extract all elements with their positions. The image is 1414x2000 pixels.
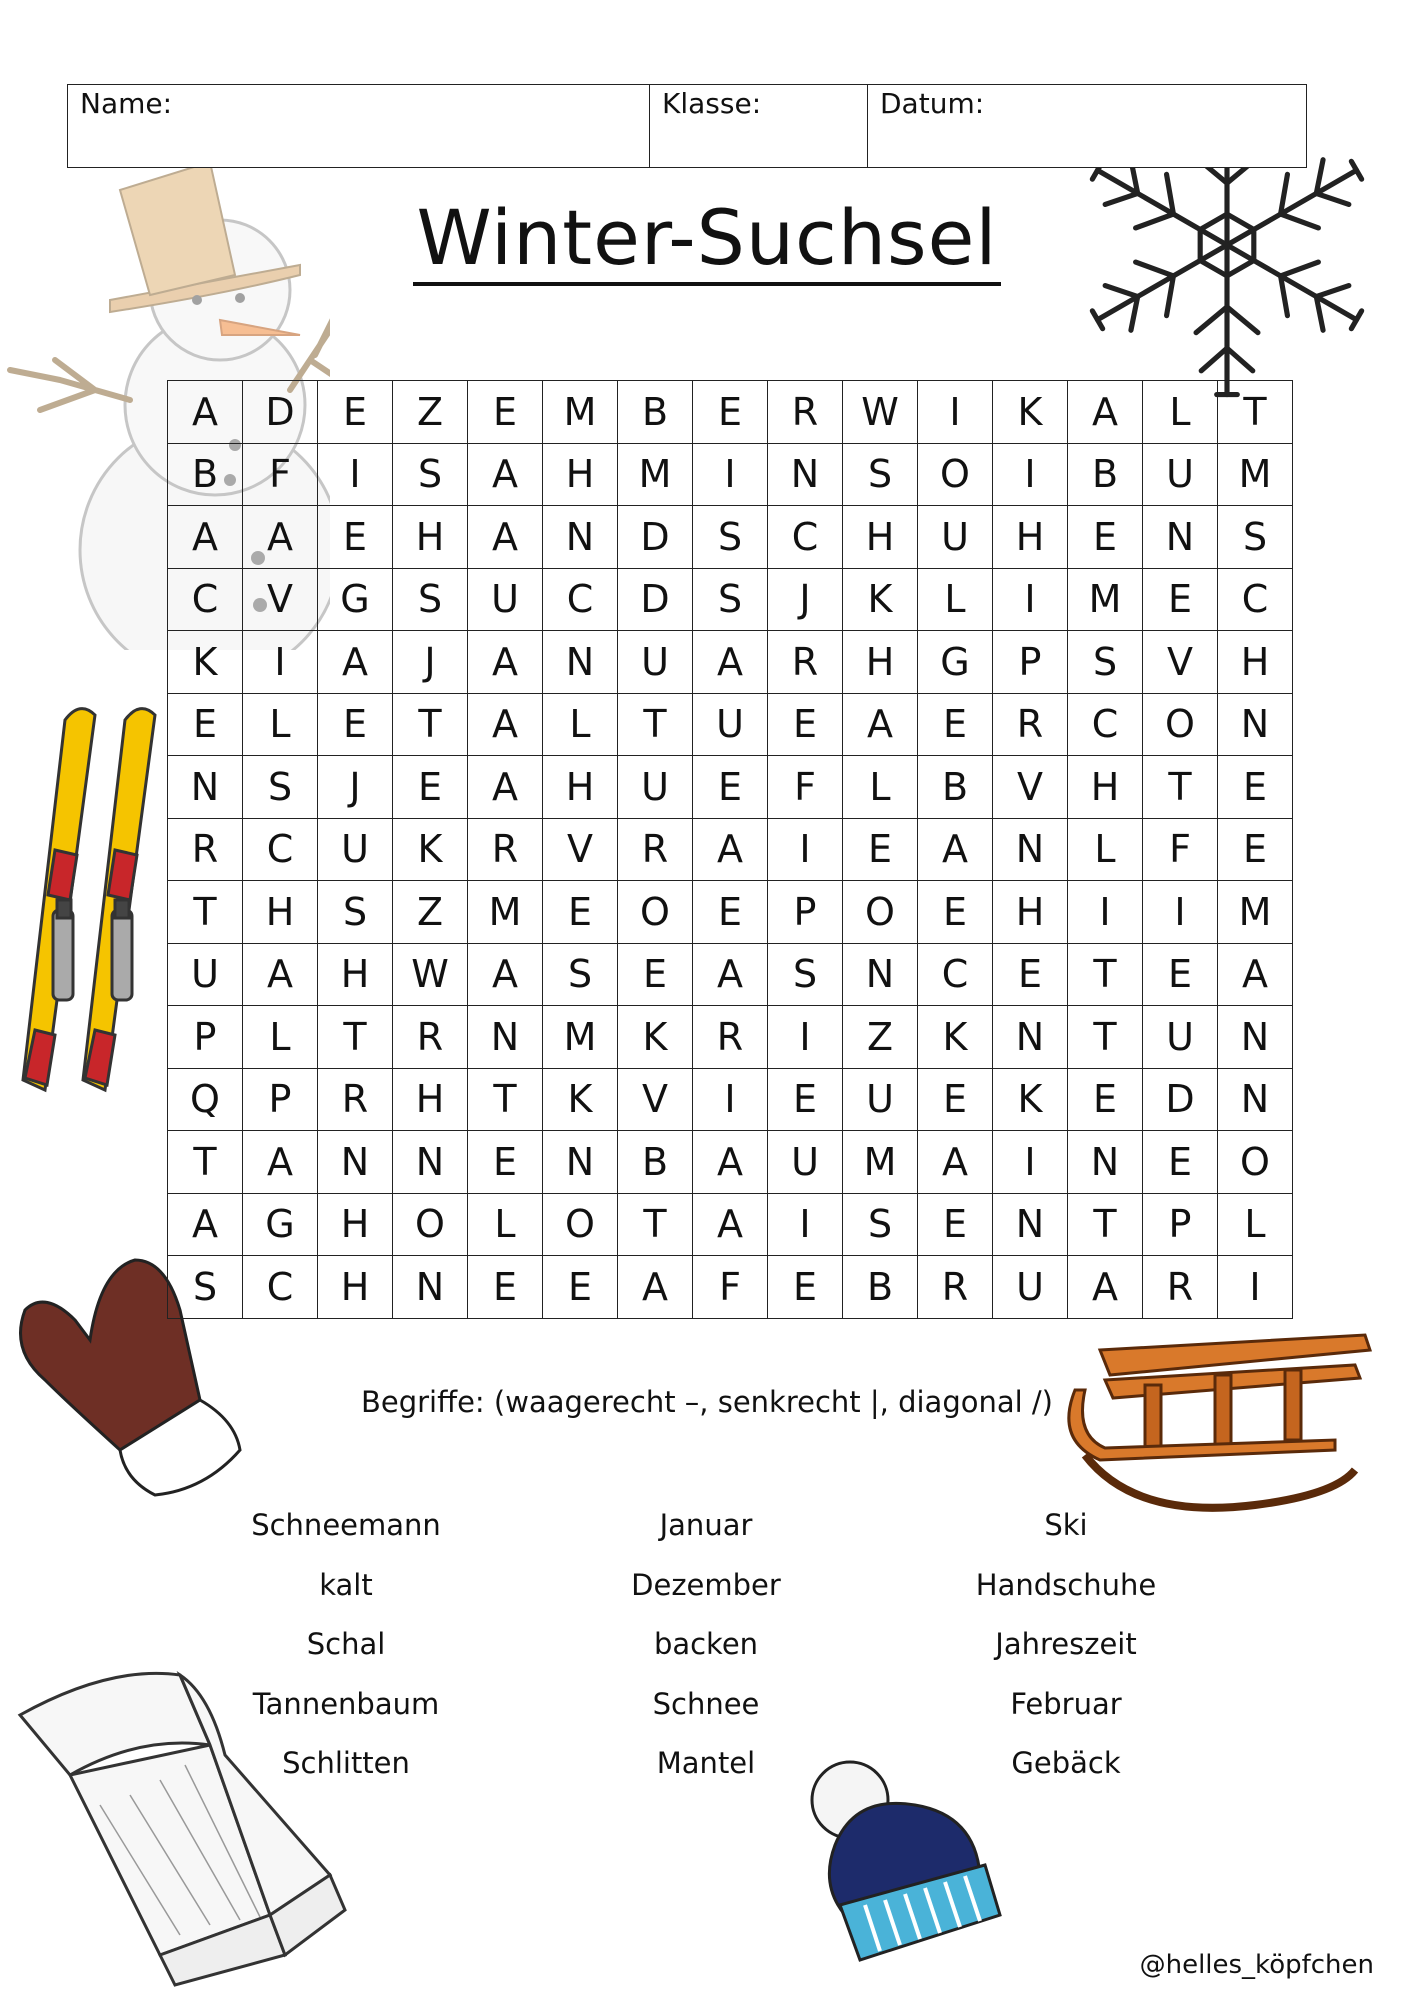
word-item: Mantel bbox=[656, 1746, 756, 1780]
grid-cell[interactable]: E bbox=[1143, 568, 1218, 631]
grid-cell[interactable]: T bbox=[318, 1006, 393, 1069]
grid-cell[interactable]: N bbox=[543, 506, 618, 569]
grid-cell[interactable]: R bbox=[168, 818, 243, 881]
grid-row bbox=[168, 1006, 1293, 1069]
grid-cell[interactable]: L bbox=[543, 693, 618, 756]
grid-cell[interactable]: S bbox=[318, 881, 393, 944]
grid-cell[interactable]: A bbox=[243, 1131, 318, 1194]
grid-cell[interactable]: M bbox=[1068, 568, 1143, 631]
grid-cell[interactable]: B bbox=[618, 1131, 693, 1194]
grid-cell[interactable]: H bbox=[843, 631, 918, 694]
grid-cell[interactable]: U bbox=[318, 818, 393, 881]
grid-cell[interactable]: E bbox=[693, 381, 768, 444]
grid-cell[interactable]: N bbox=[1068, 1131, 1143, 1194]
grid-row bbox=[168, 943, 1293, 1006]
grid-cell[interactable]: R bbox=[693, 1006, 768, 1069]
grid-cell[interactable]: E bbox=[693, 881, 768, 944]
grid-cell[interactable]: I bbox=[693, 1068, 768, 1131]
grid-cell[interactable]: I bbox=[693, 443, 768, 506]
grid-cell[interactable]: N bbox=[1218, 1006, 1293, 1069]
grid-cell[interactable]: N bbox=[543, 631, 618, 694]
grid-cell[interactable]: E bbox=[1143, 943, 1218, 1006]
grid-cell[interactable]: E bbox=[993, 943, 1068, 1006]
grid-row bbox=[168, 631, 1293, 694]
grid-cell[interactable]: K bbox=[918, 1006, 993, 1069]
grid-cell[interactable]: G bbox=[243, 1193, 318, 1256]
grid-cell[interactable]: U bbox=[468, 568, 543, 631]
grid-cell[interactable]: B bbox=[918, 756, 993, 819]
grid-cell[interactable]: D bbox=[618, 568, 693, 631]
grid-cell[interactable]: R bbox=[1143, 1256, 1218, 1319]
grid-cell[interactable]: U bbox=[993, 1256, 1068, 1319]
word-item: Ski bbox=[1044, 1508, 1088, 1542]
grid-cell[interactable]: D bbox=[243, 381, 318, 444]
grid-cell[interactable]: E bbox=[1068, 1068, 1143, 1131]
grid-cell[interactable]: J bbox=[768, 568, 843, 631]
grid-cell[interactable]: E bbox=[1068, 506, 1143, 569]
grid-cell[interactable]: A bbox=[468, 443, 543, 506]
grid-cell[interactable]: P bbox=[768, 881, 843, 944]
grid-cell[interactable]: S bbox=[168, 1256, 243, 1319]
grid-cell[interactable]: G bbox=[918, 631, 993, 694]
grid-cell[interactable]: C bbox=[918, 943, 993, 1006]
grid-cell[interactable]: N bbox=[318, 1131, 393, 1194]
grid-cell[interactable]: W bbox=[393, 943, 468, 1006]
grid-cell[interactable]: L bbox=[1068, 818, 1143, 881]
page-title: Winter-Suchsel bbox=[413, 200, 1002, 286]
grid-cell[interactable]: E bbox=[468, 381, 543, 444]
grid-cell[interactable]: A bbox=[168, 1193, 243, 1256]
grid-cell[interactable]: M bbox=[1218, 443, 1293, 506]
grid-cell[interactable]: I bbox=[993, 443, 1068, 506]
grid-cell[interactable]: R bbox=[768, 631, 843, 694]
grid-cell[interactable]: S bbox=[693, 568, 768, 631]
grid-cell[interactable]: D bbox=[1143, 1068, 1218, 1131]
grid-cell[interactable]: T bbox=[468, 1068, 543, 1131]
grid-cell[interactable]: T bbox=[1218, 381, 1293, 444]
grid-cell[interactable]: K bbox=[993, 1068, 1068, 1131]
grid-cell[interactable]: A bbox=[243, 943, 318, 1006]
grid-cell[interactable]: I bbox=[993, 568, 1068, 631]
grid-cell[interactable]: N bbox=[1218, 1068, 1293, 1131]
grid-cell[interactable]: A bbox=[1068, 1256, 1143, 1319]
word-column-3 bbox=[946, 1505, 1186, 1803]
grid-cell[interactable]: U bbox=[1143, 1006, 1218, 1069]
grid-cell[interactable]: K bbox=[543, 1068, 618, 1131]
grid-cell[interactable]: H bbox=[543, 756, 618, 819]
grid-cell[interactable]: S bbox=[768, 943, 843, 1006]
grid-cell[interactable]: A bbox=[468, 756, 543, 819]
grid-cell[interactable]: I bbox=[318, 443, 393, 506]
grid-cell[interactable]: A bbox=[468, 693, 543, 756]
grid-cell[interactable]: E bbox=[693, 756, 768, 819]
letter-grid bbox=[167, 380, 1293, 1319]
grid-cell[interactable]: O bbox=[1218, 1131, 1293, 1194]
grid-cell[interactable]: E bbox=[1218, 818, 1293, 881]
grid-cell[interactable]: I bbox=[768, 818, 843, 881]
grid-cell[interactable]: A bbox=[468, 506, 543, 569]
grid-cell[interactable]: N bbox=[468, 1006, 543, 1069]
grid-cell[interactable]: E bbox=[543, 1256, 618, 1319]
grid-cell[interactable]: H bbox=[393, 506, 468, 569]
grid-cell[interactable]: H bbox=[1068, 756, 1143, 819]
grid-cell[interactable]: A bbox=[693, 1131, 768, 1194]
grid-cell[interactable]: S bbox=[1218, 506, 1293, 569]
word-item: Dezember bbox=[631, 1567, 781, 1602]
grid-cell[interactable]: E bbox=[318, 693, 393, 756]
grid-cell[interactable]: R bbox=[318, 1068, 393, 1131]
grid-cell[interactable]: U bbox=[693, 693, 768, 756]
grid-row bbox=[168, 1256, 1293, 1319]
word-item: Handschuhe bbox=[975, 1567, 1157, 1602]
grid-cell[interactable]: E bbox=[918, 881, 993, 944]
grid-cell[interactable]: U bbox=[168, 943, 243, 1006]
grid-row bbox=[168, 443, 1293, 506]
grid-cell[interactable]: H bbox=[543, 443, 618, 506]
grid-cell[interactable]: C bbox=[1068, 693, 1143, 756]
grid-cell[interactable]: I bbox=[243, 631, 318, 694]
grid-row bbox=[168, 1068, 1293, 1131]
grid-cell[interactable]: Q bbox=[168, 1068, 243, 1131]
grid-cell[interactable]: A bbox=[918, 818, 993, 881]
grid-cell[interactable]: A bbox=[468, 943, 543, 1006]
grid-cell[interactable]: I bbox=[918, 381, 993, 444]
grid-cell[interactable]: H bbox=[993, 881, 1068, 944]
grid-cell[interactable]: J bbox=[318, 756, 393, 819]
word-item: backen bbox=[653, 1627, 759, 1661]
grid-cell[interactable]: R bbox=[918, 1256, 993, 1319]
grid-cell[interactable]: L bbox=[243, 1006, 318, 1069]
grid-cell[interactable]: D bbox=[618, 506, 693, 569]
grid-cell[interactable]: A bbox=[468, 631, 543, 694]
grid-cell[interactable]: A bbox=[168, 381, 243, 444]
grid-cell[interactable]: I bbox=[1143, 881, 1218, 944]
grid-cell[interactable]: N bbox=[843, 943, 918, 1006]
word-item: Schnee bbox=[652, 1686, 760, 1721]
grid-cell[interactable]: O bbox=[918, 443, 993, 506]
grid-cell[interactable]: A bbox=[693, 943, 768, 1006]
grid-cell[interactable]: A bbox=[918, 1131, 993, 1194]
grid-cell[interactable]: K bbox=[993, 381, 1068, 444]
grid-cell[interactable]: U bbox=[618, 756, 693, 819]
grid-cell[interactable]: P bbox=[243, 1068, 318, 1131]
grid-cell[interactable]: M bbox=[468, 881, 543, 944]
grid-row bbox=[168, 756, 1293, 819]
grid-cell[interactable]: E bbox=[1218, 756, 1293, 819]
grid-row bbox=[168, 693, 1293, 756]
grid-cell[interactable]: Z bbox=[843, 1006, 918, 1069]
grid-cell[interactable]: T bbox=[393, 693, 468, 756]
date-field[interactable] bbox=[868, 85, 1305, 167]
grid-cell[interactable]: T bbox=[1068, 1006, 1143, 1069]
grid-cell[interactable]: N bbox=[543, 1131, 618, 1194]
grid-cell[interactable]: H bbox=[318, 1193, 393, 1256]
grid-cell[interactable]: C bbox=[243, 818, 318, 881]
grid-cell[interactable]: B bbox=[843, 1256, 918, 1319]
word-item: Januar bbox=[659, 1508, 753, 1542]
grid-cell[interactable]: H bbox=[1218, 631, 1293, 694]
grid-cell[interactable]: R bbox=[768, 381, 843, 444]
grid-cell[interactable]: V bbox=[993, 756, 1068, 819]
sled-illustration bbox=[1055, 1330, 1375, 1530]
grid-cell[interactable]: C bbox=[243, 1256, 318, 1319]
grid-cell[interactable]: E bbox=[918, 1193, 993, 1256]
grid-cell[interactable]: H bbox=[993, 506, 1068, 569]
grid-cell[interactable]: S bbox=[1068, 631, 1143, 694]
grid-cell[interactable]: T bbox=[168, 1131, 243, 1194]
grid-cell[interactable]: K bbox=[843, 568, 918, 631]
grid-cell[interactable]: A bbox=[318, 631, 393, 694]
credit-handle: @helles_köpfchen bbox=[1139, 1950, 1374, 1980]
grid-cell[interactable]: L bbox=[918, 568, 993, 631]
grid-row bbox=[168, 381, 1293, 444]
grid-cell[interactable]: A bbox=[693, 818, 768, 881]
grid-cell[interactable]: N bbox=[768, 443, 843, 506]
grid-cell[interactable]: N bbox=[1218, 693, 1293, 756]
grid-cell[interactable]: E bbox=[393, 756, 468, 819]
grid-cell[interactable]: L bbox=[1143, 381, 1218, 444]
grid-cell[interactable]: I bbox=[993, 1131, 1068, 1194]
grid-cell[interactable]: S bbox=[693, 506, 768, 569]
grid-cell[interactable]: T bbox=[618, 1193, 693, 1256]
grid-cell[interactable]: S bbox=[843, 443, 918, 506]
grid-cell[interactable]: U bbox=[618, 631, 693, 694]
grid-cell[interactable]: I bbox=[1218, 1256, 1293, 1319]
class-label: Klasse: bbox=[662, 87, 762, 120]
grid-cell[interactable]: A bbox=[693, 1193, 768, 1256]
grid-cell[interactable]: V bbox=[1143, 631, 1218, 694]
grid-cell[interactable]: C bbox=[1218, 568, 1293, 631]
grid-cell[interactable]: E bbox=[318, 381, 393, 444]
grid-cell[interactable]: T bbox=[618, 693, 693, 756]
grid-cell[interactable]: H bbox=[843, 506, 918, 569]
grid-cell[interactable]: A bbox=[243, 506, 318, 569]
grid-cell[interactable]: N bbox=[1143, 506, 1218, 569]
grid-cell[interactable]: P bbox=[168, 1006, 243, 1069]
grid-cell[interactable]: L bbox=[843, 756, 918, 819]
grid-cell[interactable]: N bbox=[168, 756, 243, 819]
word-item: Schal bbox=[306, 1627, 386, 1661]
class-field[interactable] bbox=[650, 85, 868, 167]
word-item: Schlitten bbox=[282, 1746, 410, 1780]
grid-row bbox=[168, 881, 1293, 944]
grid-cell[interactable]: S bbox=[243, 756, 318, 819]
grid-cell[interactable]: J bbox=[393, 631, 468, 694]
grid-cell[interactable]: N bbox=[993, 818, 1068, 881]
grid-cell[interactable]: H bbox=[318, 943, 393, 1006]
grid-cell[interactable]: R bbox=[393, 1006, 468, 1069]
grid-cell[interactable]: F bbox=[693, 1256, 768, 1319]
grid-cell[interactable]: I bbox=[768, 1006, 843, 1069]
grid-cell[interactable]: T bbox=[1068, 1193, 1143, 1256]
grid-cell[interactable]: C bbox=[543, 568, 618, 631]
grid-cell[interactable]: E bbox=[318, 506, 393, 569]
header-fields bbox=[67, 84, 1307, 168]
grid-cell[interactable]: U bbox=[768, 1131, 843, 1194]
grid-cell[interactable]: O bbox=[543, 1193, 618, 1256]
grid-row bbox=[168, 568, 1293, 631]
grid-cell[interactable]: I bbox=[768, 1193, 843, 1256]
word-item: kalt bbox=[319, 1567, 373, 1602]
grid-cell[interactable]: K bbox=[168, 631, 243, 694]
word-item: Tannenbaum bbox=[252, 1686, 440, 1721]
grid-cell[interactable]: S bbox=[393, 568, 468, 631]
grid-cell[interactable]: E bbox=[543, 881, 618, 944]
skis-illustration bbox=[15, 700, 165, 1100]
grid-cell[interactable]: E bbox=[168, 693, 243, 756]
word-column-1 bbox=[226, 1505, 466, 1803]
word-item: Gebäck bbox=[1011, 1746, 1121, 1780]
grid-cell[interactable]: R bbox=[993, 693, 1068, 756]
name-label: Name: bbox=[80, 87, 173, 120]
grid-cell[interactable]: A bbox=[1068, 381, 1143, 444]
grid-cell[interactable]: U bbox=[918, 506, 993, 569]
grid-cell[interactable]: P bbox=[1143, 1193, 1218, 1256]
grid-cell[interactable]: C bbox=[768, 506, 843, 569]
grid-cell[interactable]: K bbox=[393, 818, 468, 881]
grid-cell[interactable]: T bbox=[1068, 943, 1143, 1006]
grid-cell[interactable]: M bbox=[543, 381, 618, 444]
grid-cell[interactable]: S bbox=[543, 943, 618, 1006]
grid-cell[interactable]: M bbox=[618, 443, 693, 506]
grid-cell[interactable]: A bbox=[843, 693, 918, 756]
grid-cell[interactable]: O bbox=[393, 1193, 468, 1256]
grid-cell[interactable]: U bbox=[1143, 443, 1218, 506]
name-field[interactable] bbox=[68, 85, 650, 167]
grid-cell[interactable]: L bbox=[1218, 1193, 1293, 1256]
grid-cell[interactable]: E bbox=[468, 1131, 543, 1194]
grid-cell[interactable]: B bbox=[168, 443, 243, 506]
grid-cell[interactable]: M bbox=[1218, 881, 1293, 944]
date-label: Datum: bbox=[880, 87, 985, 120]
grid-cell[interactable]: E bbox=[468, 1256, 543, 1319]
grid-cell[interactable]: V bbox=[618, 1068, 693, 1131]
grid-cell[interactable]: H bbox=[318, 1256, 393, 1319]
grid-cell[interactable]: A bbox=[1218, 943, 1293, 1006]
grid-cell[interactable]: C bbox=[168, 568, 243, 631]
grid-cell[interactable]: S bbox=[843, 1193, 918, 1256]
grid-cell[interactable]: S bbox=[393, 443, 468, 506]
grid-cell[interactable]: L bbox=[468, 1193, 543, 1256]
grid-cell[interactable]: R bbox=[468, 818, 543, 881]
word-item: Schneemann bbox=[251, 1508, 441, 1542]
grid-row bbox=[168, 1193, 1293, 1256]
grid-cell[interactable]: E bbox=[768, 1068, 843, 1131]
grid-row bbox=[168, 1131, 1293, 1194]
grid-cell[interactable]: N bbox=[993, 1193, 1068, 1256]
grid-cell[interactable]: Z bbox=[393, 381, 468, 444]
grid-cell[interactable]: N bbox=[393, 1131, 468, 1194]
grid-cell[interactable]: F bbox=[243, 443, 318, 506]
word-column-2 bbox=[586, 1505, 826, 1803]
grid-cell[interactable]: E bbox=[1143, 1131, 1218, 1194]
grid-cell[interactable]: A bbox=[168, 506, 243, 569]
grid-cell[interactable]: A bbox=[618, 1256, 693, 1319]
page-title-wrap bbox=[0, 193, 1414, 286]
word-item: Jahreszeit bbox=[995, 1627, 1137, 1661]
grid-cell[interactable]: I bbox=[1068, 881, 1143, 944]
grid-cell[interactable]: Z bbox=[393, 881, 468, 944]
grid-cell[interactable]: H bbox=[393, 1068, 468, 1131]
grid-cell[interactable]: F bbox=[768, 756, 843, 819]
grid-cell[interactable]: O bbox=[1143, 693, 1218, 756]
grid-cell[interactable]: E bbox=[768, 693, 843, 756]
grid-row bbox=[168, 818, 1293, 881]
grid-cell[interactable]: A bbox=[693, 631, 768, 694]
grid-cell[interactable]: T bbox=[168, 881, 243, 944]
grid-cell[interactable]: N bbox=[393, 1256, 468, 1319]
grid-cell[interactable]: K bbox=[618, 1006, 693, 1069]
grid-cell[interactable]: L bbox=[243, 693, 318, 756]
grid-cell[interactable]: E bbox=[768, 1256, 843, 1319]
grid-row bbox=[168, 506, 1293, 569]
grid-cell[interactable]: R bbox=[618, 818, 693, 881]
grid-cell[interactable]: E bbox=[918, 1068, 993, 1131]
grid-cell[interactable]: H bbox=[243, 881, 318, 944]
grid-cell[interactable]: V bbox=[243, 568, 318, 631]
grid-cell[interactable]: U bbox=[843, 1068, 918, 1131]
grid-cell[interactable]: M bbox=[543, 1006, 618, 1069]
grid-cell[interactable]: V bbox=[543, 818, 618, 881]
grid-cell[interactable]: F bbox=[1143, 818, 1218, 881]
word-legend: Begriffe: (waagerecht –, senkrecht |, diagonal /) bbox=[360, 1385, 1053, 1419]
grid-cell[interactable]: E bbox=[918, 693, 993, 756]
grid-cell[interactable]: P bbox=[993, 631, 1068, 694]
grid-cell[interactable]: B bbox=[618, 381, 693, 444]
grid-cell[interactable]: G bbox=[318, 568, 393, 631]
word-item: Februar bbox=[1010, 1686, 1122, 1721]
grid-cell[interactable]: O bbox=[618, 881, 693, 944]
grid-cell[interactable]: N bbox=[993, 1006, 1068, 1069]
grid-cell[interactable]: T bbox=[1143, 756, 1218, 819]
grid-cell[interactable]: M bbox=[843, 1131, 918, 1194]
grid-cell[interactable]: E bbox=[618, 943, 693, 1006]
grid-cell[interactable]: O bbox=[843, 881, 918, 944]
grid-cell[interactable]: B bbox=[1068, 443, 1143, 506]
grid-cell[interactable]: W bbox=[843, 381, 918, 444]
grid-cell[interactable]: E bbox=[843, 818, 918, 881]
